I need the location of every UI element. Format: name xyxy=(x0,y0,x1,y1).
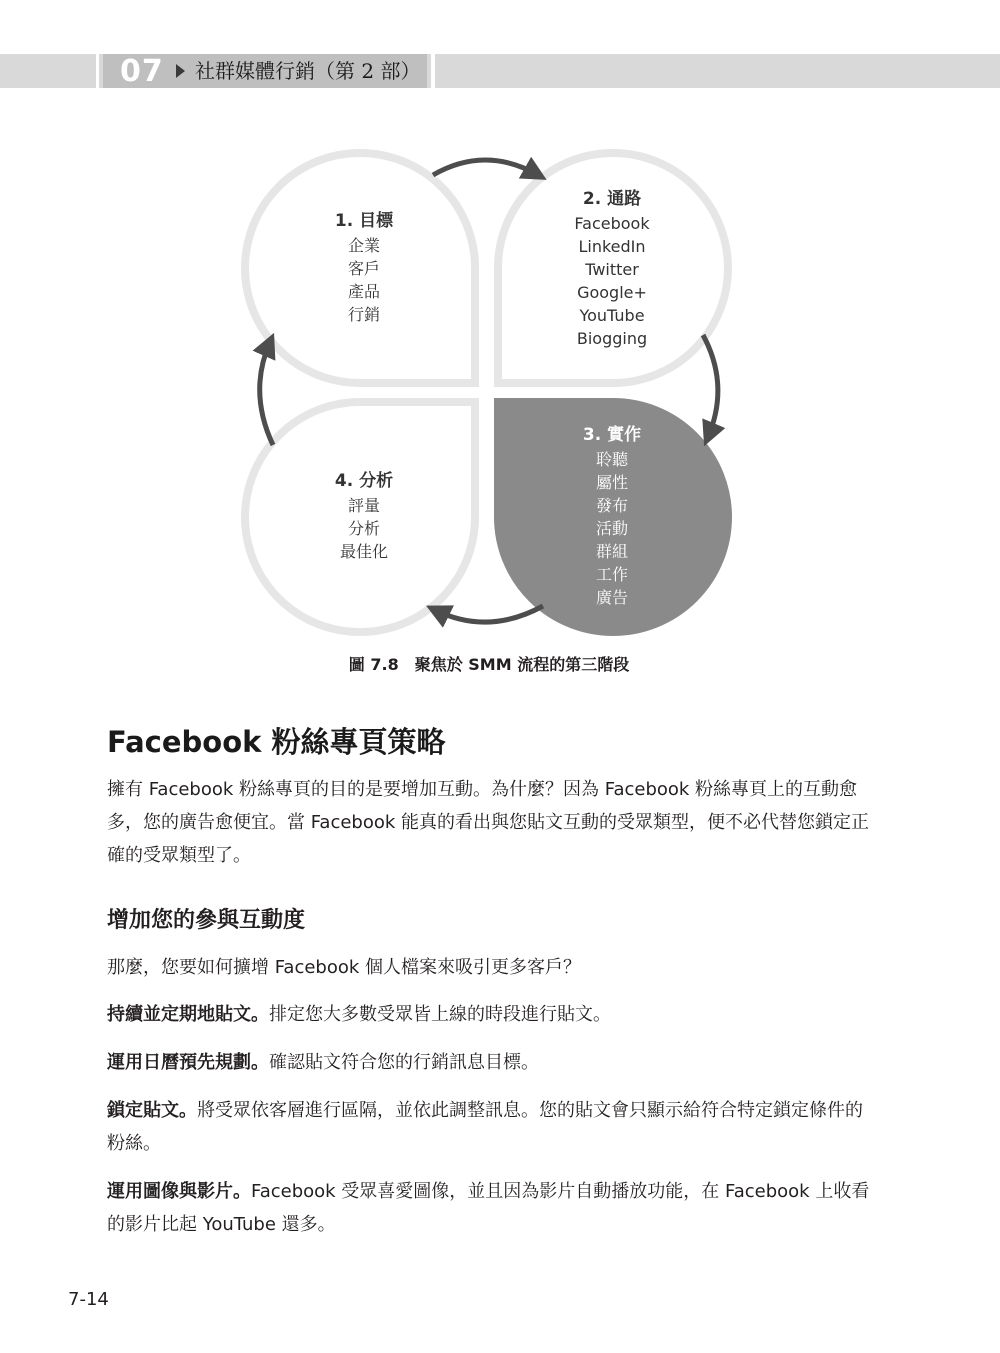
chapter-title: 社群媒體行銷（第 2 部） xyxy=(195,59,421,83)
tip-paragraph xyxy=(107,1046,879,1079)
quadrant-item: YouTube xyxy=(579,306,645,325)
quadrant-item: 最佳化 xyxy=(339,542,388,561)
quadrant-item: 活動 xyxy=(595,519,628,538)
figure-caption: 圖 7.8 聚焦於 SMM 流程的第三階段 xyxy=(348,655,630,674)
play-triangle-icon xyxy=(176,64,185,78)
quadrant-item: 企業 xyxy=(347,236,380,255)
quadrant-title: 3. 實作 xyxy=(582,425,642,445)
smm-process-diagram xyxy=(230,140,750,650)
tip-lead: 鎖定貼文。 xyxy=(107,1100,197,1121)
quadrant-item: Twitter xyxy=(585,260,639,279)
tip-paragraph xyxy=(107,1175,879,1241)
quadrant-item: LinkedIn xyxy=(578,237,646,256)
quadrant-channels xyxy=(542,186,682,350)
quadrant-item: 群組 xyxy=(595,542,628,561)
tip-text: 確認貼文符合您的行銷訊息目標。 xyxy=(269,1052,539,1073)
quadrant-implementation xyxy=(542,422,682,609)
quadrant-item: 行銷 xyxy=(347,305,380,324)
arrow-left xyxy=(260,342,273,445)
quadrant-item: 分析 xyxy=(347,519,380,538)
quadrant-item: 聆聽 xyxy=(595,450,628,469)
quadrant-analysis xyxy=(294,468,434,563)
quadrant-item: 屬性 xyxy=(595,473,628,492)
tip-lead: 運用日曆預先規劃。 xyxy=(107,1052,269,1073)
quadrant-item: 發布 xyxy=(595,496,628,515)
quadrant-item: 客戶 xyxy=(347,259,380,278)
quadrant-title: 1. 目標 xyxy=(334,211,394,231)
quadrant-item: 工作 xyxy=(595,565,628,584)
tip-text: 將受眾依客層進行區隔，並依此調整訊息。您的貼文會只顯示給符合特定鎖定條件的粉絲。 xyxy=(107,1100,863,1154)
header-separator xyxy=(431,54,435,88)
quadrant-title: 4. 分析 xyxy=(334,471,394,491)
tip-text: Facebook 受眾喜愛圖像，並且因為影片自動播放功能，在 Facebook 上收看的影片比起 YouTube 還多。 xyxy=(107,1181,870,1235)
arrow-bottom xyxy=(435,606,543,622)
chapter-number: 07 xyxy=(120,54,164,89)
quadrant-title: 2. 通路 xyxy=(582,189,642,209)
intro-paragraph: 擁有 Facebook 粉絲專頁的目的是要增加互動。為什麼？因為 Facebook 粉絲專頁上的互動愈多，您的廣告愈便宜。當 Facebook 能真的看出與您貼文互動的受眾類型，便不必代替您鎖定正確的受眾類型了。 xyxy=(107,779,870,866)
arrow-right xyxy=(703,335,718,437)
header-separator xyxy=(96,54,99,88)
quadrant-goals xyxy=(294,208,434,326)
quadrant-item: 評量 xyxy=(347,496,380,515)
tip-text: 排定您大多數受眾皆上線的時段進行貼文。 xyxy=(269,1004,611,1025)
section-heading: Facebook 粉絲專頁策略 xyxy=(107,725,446,759)
quadrant-item: Google+ xyxy=(577,283,647,302)
quadrant-item: Facebook xyxy=(574,214,650,233)
tip-paragraph xyxy=(107,998,879,1031)
subsection-heading: 增加您的參與互動度 xyxy=(107,908,306,933)
question-paragraph: 那麼，您要如何擴增 Facebook 個人檔案來吸引更多客戶？ xyxy=(107,957,582,978)
tip-paragraph xyxy=(107,1094,879,1160)
page-number: 7-14 xyxy=(68,1289,109,1310)
quadrant-item: 產品 xyxy=(347,282,380,301)
quadrant-item: Biogging xyxy=(576,329,648,348)
arrow-top xyxy=(433,160,538,175)
tip-lead: 持續並定期地貼文。 xyxy=(107,1004,269,1025)
quadrant-item: 廣告 xyxy=(595,588,628,607)
tip-lead: 運用圖像與影片。 xyxy=(107,1181,251,1202)
